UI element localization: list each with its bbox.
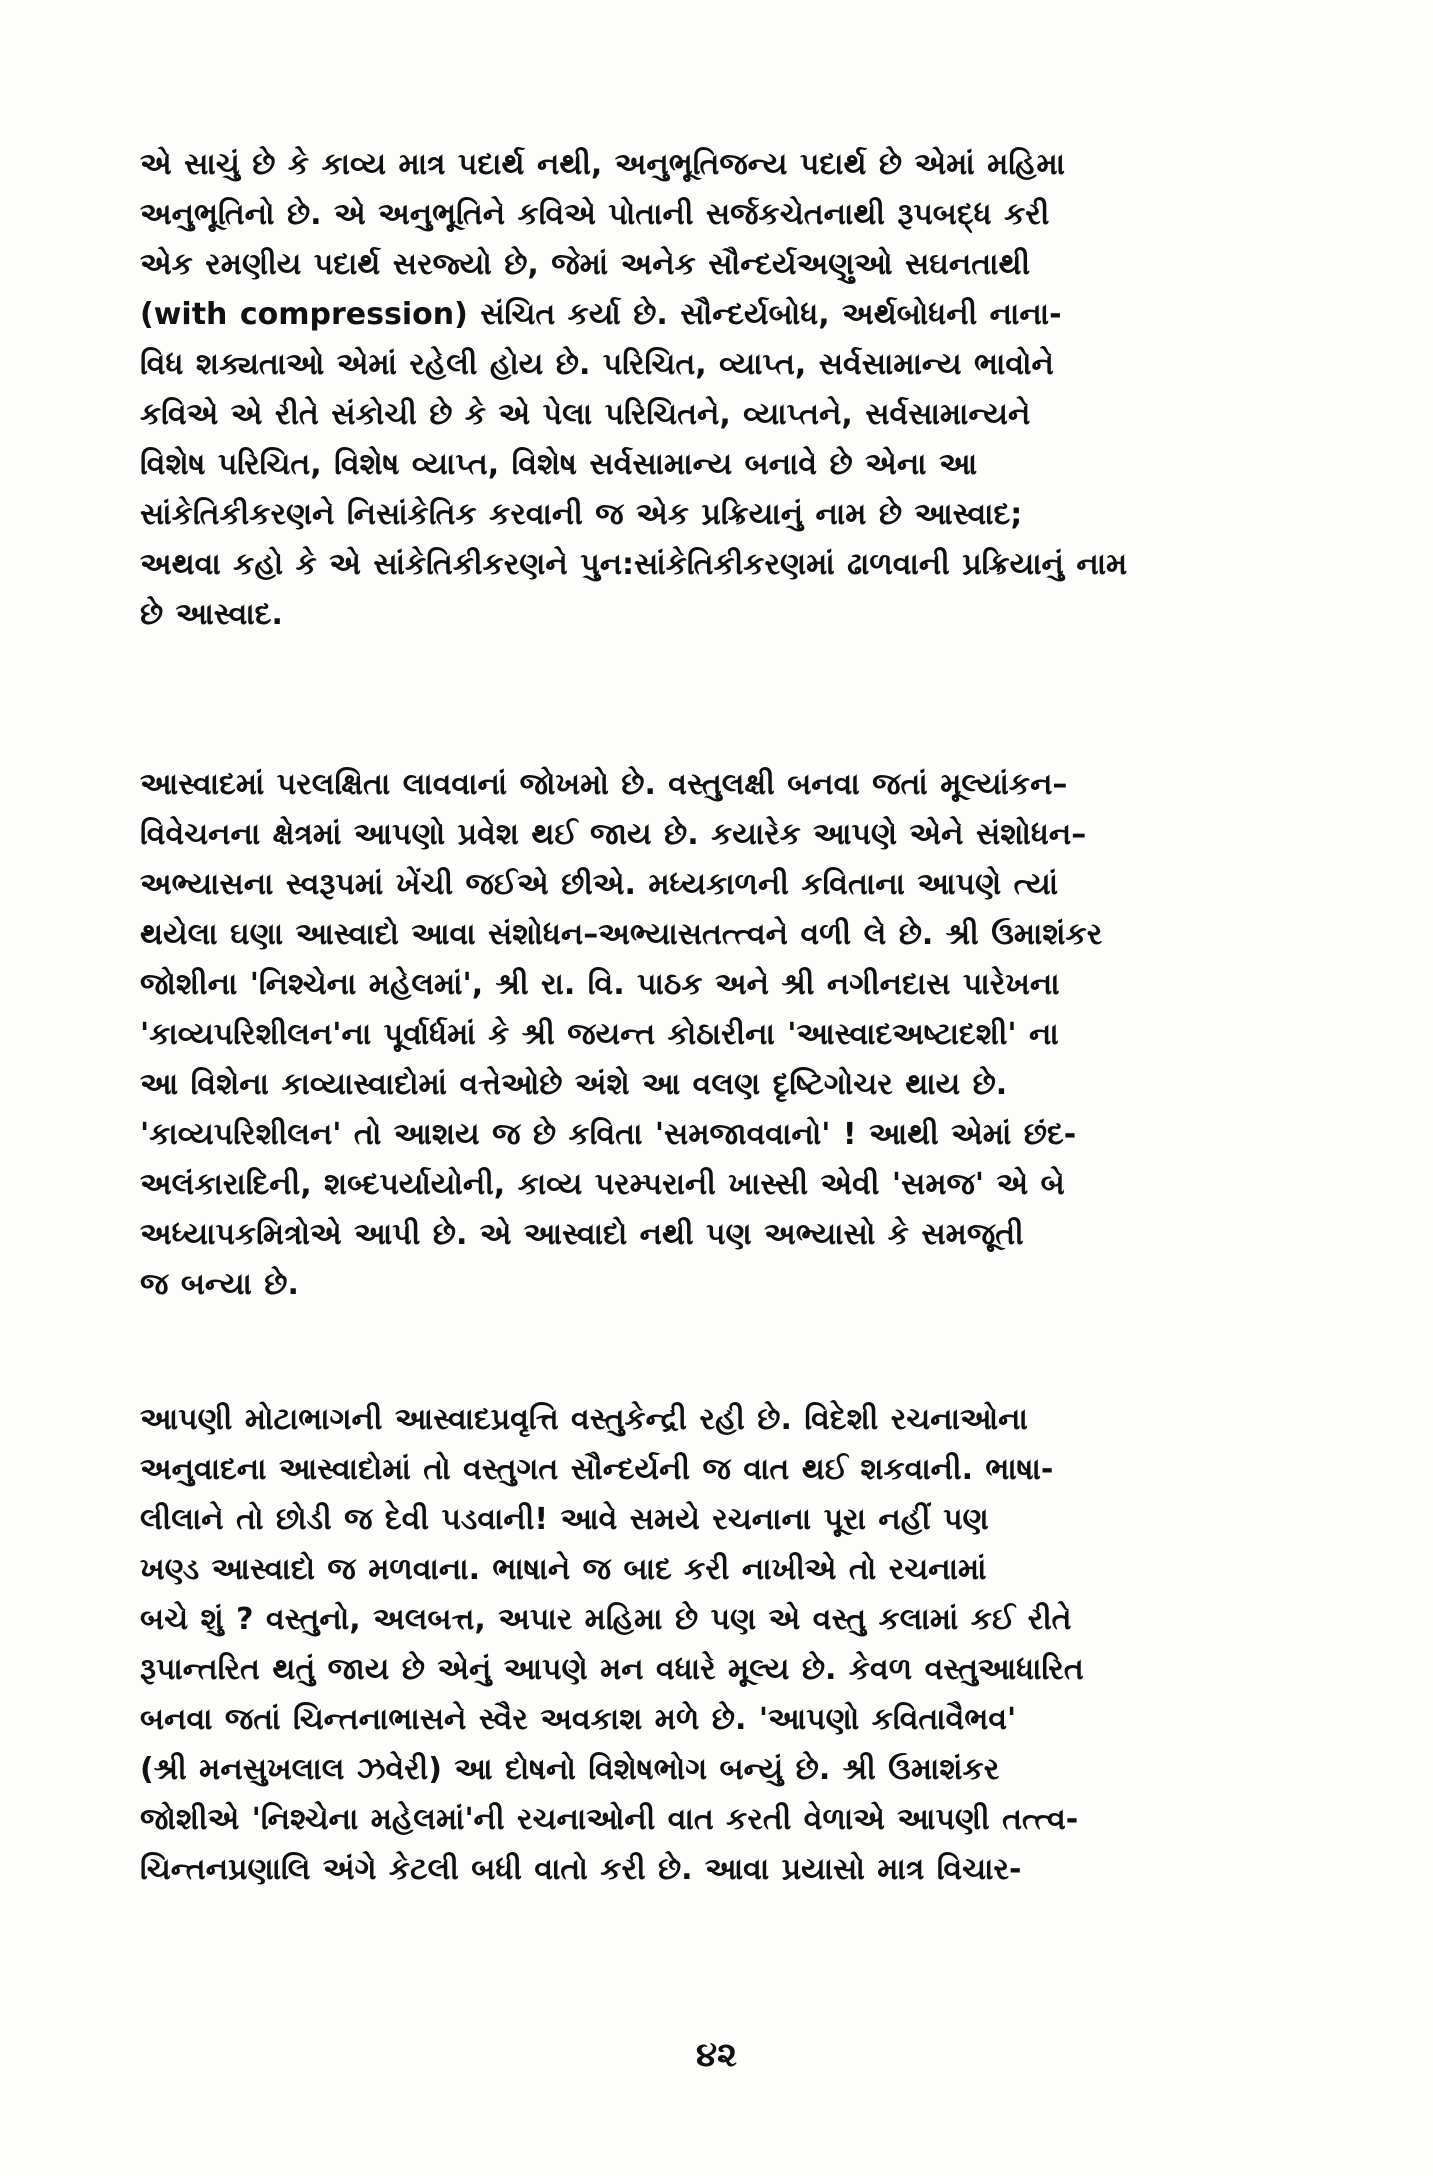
- text-line: અથવા કહો કે એ સાંકેતિકીકરણને પુન:સાંકેતિકીકરણમાં ઢાળવાની પ્રક્રિયાનું નામ: [140, 547, 1128, 582]
- paragraph-3: [140, 1395, 1315, 1895]
- text-line: અનુભૂતિનો છે. એ અનુભૂતિને કવિએ પોતાની સર્જકચેતનાથી રૂપબદ્ધ કરી: [140, 197, 1050, 232]
- text-line: 'કાવ્યપરિશીલન'ના પૂર્વાર્ધમાં કે શ્રી જયન્ત કોઠારીના 'આસ્વાદઅષ્ટાદશી' ના: [140, 1017, 1059, 1052]
- text-line: એક રમણીય પદાર્થ સરજ્યો છે, જેમાં અનેક સૌન્દર્યઅણુઓ સઘનતાથી: [140, 247, 1031, 282]
- text-line: રૂપાન્તરિત થતું જાય છે એનું આપણે મન વધારે મૂલ્ય છે. કેવળ વસ્તુઆધારિત: [140, 1652, 1084, 1687]
- text-line: જોશીએ 'નિશ્ચેના મહેલમાં'ની રચનાઓની વાત કરતી વેળાએ આપણી તત્ત્વ-: [140, 1802, 1079, 1837]
- paragraph-2: [140, 760, 1315, 1310]
- text-line: આ વિશેના કાવ્યાસ્વાદોમાં વત્તેઓછે અંશે આ વલણ દૃષ્ટિગોચર થાય છે.: [140, 1067, 1008, 1102]
- text-line: થયેલા ઘણા આસ્વાદો આવા સંશોધન–અભ્યાસતત્ત્વને વળી લે છે. શ્રી ઉમાશંકર: [140, 917, 1103, 952]
- text-line: ખણ્ડ આસ્વાદો જ મળવાના. ભાષાને જ બાદ કરી નાખીએ તો રચનામાં: [140, 1552, 987, 1587]
- text-line: બનવા જતાં ચિન્તનાભાસને સ્વૈર અવકાશ મળે છે. 'આપણો કવિતાવૈભવ': [140, 1702, 1017, 1737]
- text-line: વિવેચનના ક્ષેત્રમાં આપણો પ્રવેશ થઈ જાય છે. કયારેક આપણે એને સંશોધન–: [140, 817, 1087, 852]
- text-line: વિધ શક્યતાઓ એમાં રહેલી હોય છે. પરિચિત, વ્યાપ્ત, સર્વસામાન્ય ભાવોને: [140, 347, 1054, 382]
- text-line: લીલાને તો છોડી જ દેવી પડવાની! આવે સમયે રચનાના પૂરા નહીં પણ: [140, 1502, 989, 1537]
- paragraph-1: [140, 140, 1315, 640]
- text-line: અલંકારાદિની, શબ્દપર્યાયોની, કાવ્ય પરમ્પરાની ખાસ્સી એવી 'સમજ' એ બે: [140, 1167, 1065, 1202]
- text-line: છે આસ્વાદ.: [140, 597, 283, 632]
- page-number: ૪૨: [695, 2035, 738, 2075]
- text-line: બચે શું ? વસ્તુનો, અલબત્ત, અપાર મહિમા છે પણ એ વસ્તુ કલામાં કઈ રીતે: [140, 1602, 1072, 1637]
- text-line: કવિએ એ રીતે સંકોચી છે કે એ પેલા પરિચિતને, વ્યાપ્તને, સર્વસામાન્યને: [140, 397, 1031, 432]
- text-line: અધ્યાપકમિત્રોએ આપી છે. એ આસ્વાદો નથી પણ અભ્યાસો કે સમજૂતી: [140, 1217, 1024, 1252]
- text-line: (with compression) સંચિત કર્યા છે. સૌન્દર્યબોધ, અર્થબોધની નાના-: [140, 297, 1062, 332]
- text-line: જ બન્યા છે.: [140, 1267, 299, 1302]
- text-line: 'કાવ્યપરિશીલન' તો આશય જ છે કવિતા 'સમજાવવાનો' ! આથી એમાં છંદ-: [140, 1117, 1077, 1152]
- text-line: જોશીના 'નિશ્ચેના મહેલમાં', શ્રી રા. વિ. પાઠક અને શ્રી નગીનદાસ પારેખના: [140, 967, 1060, 1002]
- text-line: અનુવાદના આસ્વાદોમાં તો વસ્તુગત સૌન્દર્યની જ વાત થઈ શકવાની. ભાષા-: [140, 1452, 1054, 1487]
- text-line: (શ્રી મનસુખલાલ ઝવેરી) આ દોષનો વિશેષભોગ બન્યું છે. શ્રી ઉમાશંકર: [140, 1752, 1000, 1787]
- text-line: આપણી મોટાભાગની આસ્વાદપ્રવૃત્તિ વસ્તુકેન્દ્રી રહી છે. વિદેશી રચનાઓના: [140, 1402, 1028, 1437]
- text-line: ચિન્તનપ્રણાલિ અંગે કેટલી બધી વાતો કરી છે. આવા પ્રયાસો માત્ર વિચાર-: [140, 1852, 1022, 1887]
- text-line: સાંકેતિકીકરણને નિસાંકેતિક કરવાની જ એક પ્રક્રિયાનું નામ છે આસ્વાદ;: [140, 497, 1023, 532]
- text-line: અભ્યાસના સ્વરૂપમાં ખેંચી જઈએ છીએ. મધ્યકાળની કવિતાના આપણે ત્યાં: [140, 867, 1059, 902]
- text-line: વિશેષ પરિચિત, વિશેષ વ્યાપ્ત, વિશેષ સર્વસામાન્ય બનાવે છે એના આ: [140, 447, 978, 482]
- text-line: આસ્વાદમાં પરલક્ષિતા લાવવાનાં જોખમો છે. વસ્તુલક્ષી બનવા જતાં મૂલ્યાંકન–: [140, 767, 1068, 802]
- text-line: એ સાચું છે કે કાવ્ય માત્ર પદાર્થ નથી, અનુભૂતિજન્ય પદાર્થ છે એમાં મહિમા: [140, 147, 1065, 182]
